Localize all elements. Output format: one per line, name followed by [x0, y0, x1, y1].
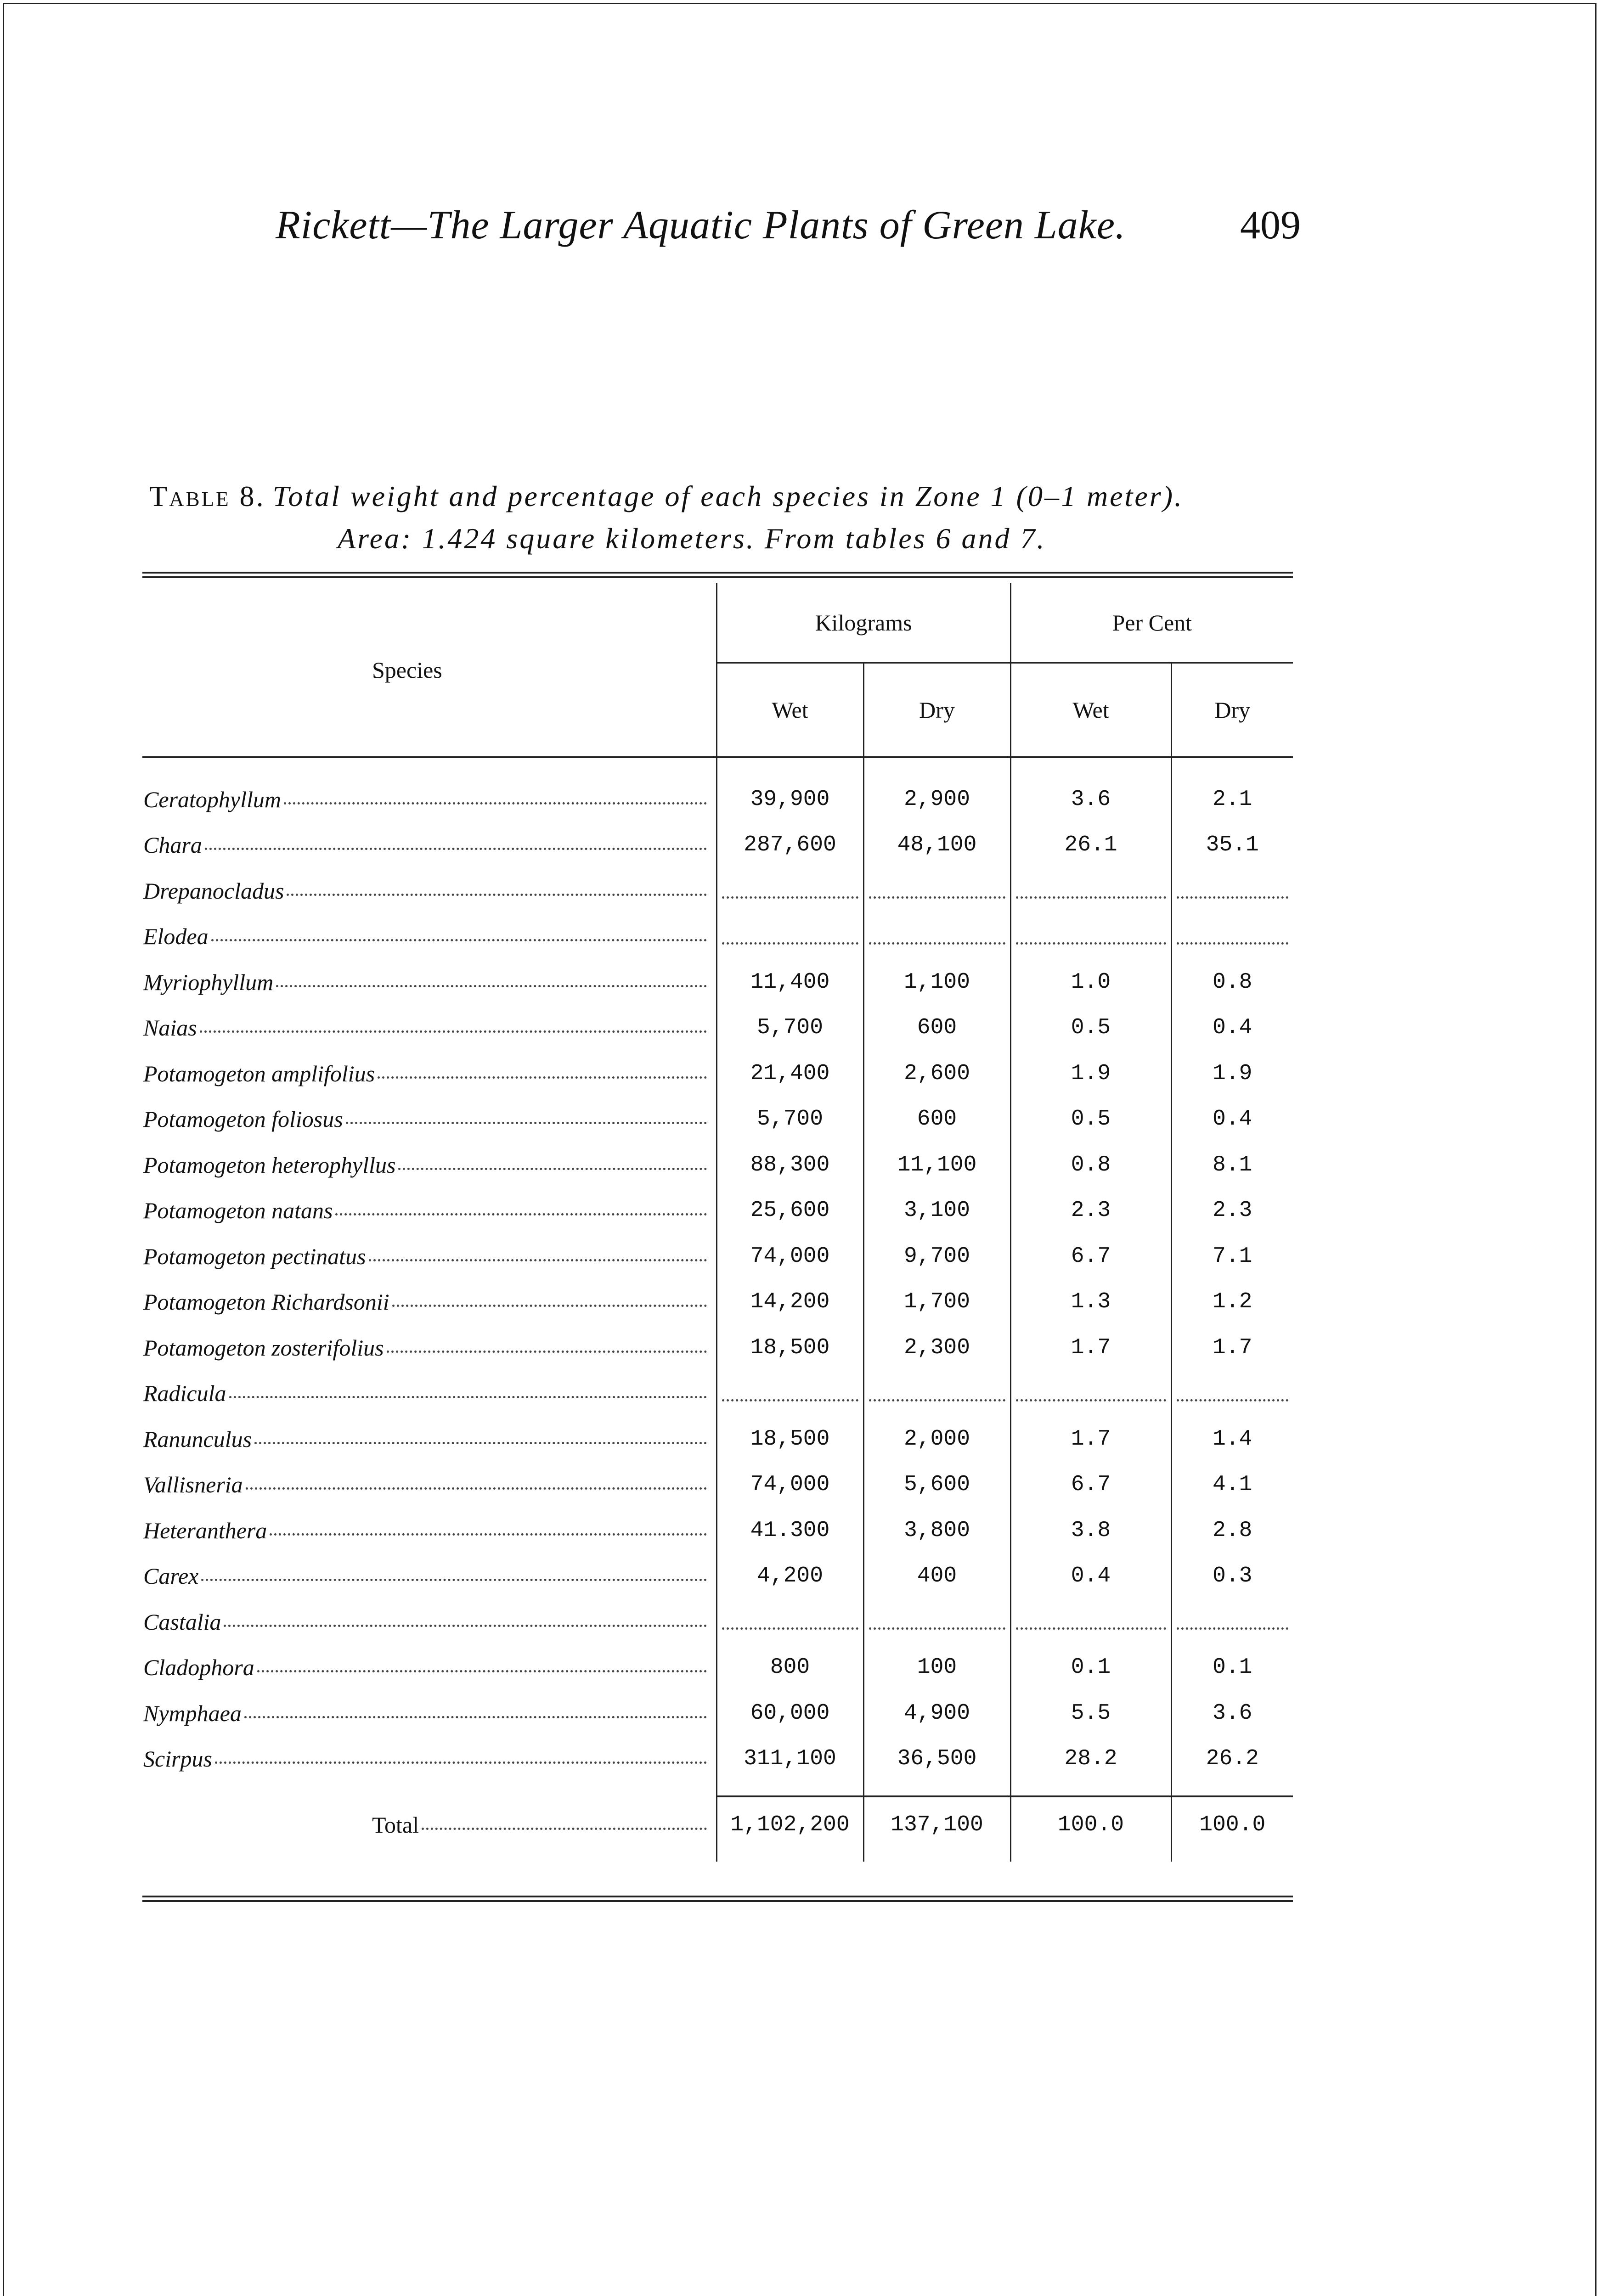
- pct-dry-cell: 7.1: [1171, 1233, 1293, 1279]
- empty-dot-leader: [722, 1614, 858, 1630]
- kg-dry-cell: 11,100: [863, 1142, 1010, 1188]
- empty-dot-leader: [1016, 929, 1166, 945]
- kg-wet-cell: [716, 1371, 863, 1417]
- table-row: [142, 1416, 1293, 1462]
- species-cell: [142, 1462, 716, 1508]
- species-cell: [142, 1690, 716, 1736]
- kg-dry-cell: 100: [863, 1645, 1010, 1691]
- kilograms-group-header: Kilograms: [716, 583, 1010, 663]
- table-top-rule: [142, 572, 1293, 578]
- pct-dry-cell: 4.1: [1171, 1462, 1293, 1508]
- empty-dot-leader: [1177, 929, 1289, 945]
- kg-wet-cell: 41.300: [716, 1508, 863, 1553]
- species-name: Cladophora: [143, 1654, 254, 1681]
- species-name: Castalia: [143, 1609, 221, 1635]
- species-cell: [142, 1051, 716, 1097]
- total-pct-wet: 100.0: [1010, 1802, 1171, 1848]
- kg-wet-cell: 74,000: [716, 1462, 863, 1508]
- pct-wet-header: Wet: [1010, 663, 1171, 758]
- table-bottom-rule: [142, 1896, 1293, 1902]
- table-row: [142, 914, 1293, 960]
- species-cell: [142, 914, 716, 960]
- dot-leader: [422, 1828, 706, 1830]
- pct-dry-cell: 26.2: [1171, 1736, 1293, 1782]
- species-name: Heteranthera: [143, 1517, 267, 1543]
- dot-leader: [346, 1122, 707, 1124]
- species-name: Ceratophyllum: [143, 786, 281, 812]
- species-name: Nymphaea: [143, 1700, 242, 1726]
- table-row: [142, 1462, 1293, 1508]
- kg-dry-cell: [863, 868, 1010, 914]
- kg-dry-cell: 36,500: [863, 1736, 1010, 1782]
- species-cell: [142, 1325, 716, 1371]
- dot-leader: [392, 1305, 707, 1307]
- dot-leader: [387, 1351, 707, 1353]
- pct-dry-cell: 8.1: [1171, 1142, 1293, 1188]
- kg-dry-cell: 400: [863, 1553, 1010, 1599]
- dot-leader: [201, 1579, 706, 1581]
- kg-wet-cell: 14,200: [716, 1279, 863, 1325]
- dot-leader: [276, 985, 706, 987]
- pct-dry-cell: 1.2: [1171, 1279, 1293, 1325]
- species-name: Scirpus: [143, 1746, 212, 1772]
- table-row: [142, 1325, 1293, 1371]
- kg-dry-cell: 600: [863, 1097, 1010, 1142]
- pct-wet-cell: 3.6: [1010, 777, 1171, 822]
- species-cell: [142, 1599, 716, 1645]
- table-row: [142, 1508, 1293, 1553]
- species-cell: [142, 822, 716, 868]
- kg-dry-cell: 5,600: [863, 1462, 1010, 1508]
- species-cell: [142, 1553, 716, 1599]
- table-row: [142, 868, 1293, 914]
- kg-dry-cell: 600: [863, 1005, 1010, 1051]
- dot-leader: [215, 1761, 707, 1764]
- kg-dry-cell: 9,700: [863, 1233, 1010, 1279]
- pct-dry-cell: 1.9: [1171, 1051, 1293, 1097]
- kg-wet-cell: 18,500: [716, 1416, 863, 1462]
- pct-wet-cell: 1.9: [1010, 1051, 1171, 1097]
- running-title: Rickett—The Larger Aquatic Plants of Green Lake.: [276, 203, 1126, 248]
- species-name: Ranunculus: [143, 1426, 252, 1452]
- kg-wet-cell: 74,000: [716, 1233, 863, 1279]
- kg-wet-cell: 11,400: [716, 959, 863, 1005]
- species-cell: [142, 1645, 716, 1691]
- kg-wet-cell: 5,700: [716, 1097, 863, 1142]
- pct-wet-cell: 1.3: [1010, 1279, 1171, 1325]
- kg-dry-cell: 2,000: [863, 1416, 1010, 1462]
- dot-leader: [284, 802, 707, 805]
- empty-dot-leader: [869, 1385, 1005, 1401]
- table-row: [142, 1599, 1293, 1645]
- kg-dry-cell: 3,800: [863, 1508, 1010, 1553]
- species-name: Radicula: [143, 1380, 226, 1407]
- species-cell: [142, 1508, 716, 1553]
- species-name: Potamogeton zosterifolius: [143, 1334, 384, 1361]
- kg-wet-cell: 18,500: [716, 1325, 863, 1371]
- empty-dot-leader: [1016, 1385, 1166, 1401]
- table-row: [142, 1736, 1293, 1782]
- pct-dry-cell: 1.4: [1171, 1416, 1293, 1462]
- pct-dry-cell: 35.1: [1171, 822, 1293, 868]
- species-cell: [142, 777, 716, 822]
- empty-dot-leader: [1177, 1385, 1289, 1401]
- kg-dry-cell: 1,100: [863, 959, 1010, 1005]
- species-cell: [142, 1371, 716, 1417]
- kg-wet-header: Wet: [716, 663, 863, 758]
- dot-leader: [244, 1716, 707, 1718]
- dot-leader: [246, 1487, 707, 1490]
- pct-wet-cell: 3.8: [1010, 1508, 1171, 1553]
- kg-dry-cell: 4,900: [863, 1690, 1010, 1736]
- kg-wet-cell: [716, 914, 863, 960]
- kg-wet-cell: 60,000: [716, 1690, 863, 1736]
- empty-dot-leader: [869, 1614, 1005, 1630]
- species-name: Carex: [143, 1563, 199, 1589]
- pct-dry-cell: 0.4: [1171, 1097, 1293, 1142]
- pct-dry-cell: 2.3: [1171, 1188, 1293, 1234]
- kg-dry-cell: [863, 1371, 1010, 1417]
- empty-dot-leader: [1177, 1614, 1289, 1630]
- species-cell: [142, 868, 716, 914]
- kg-dry-cell: 2,900: [863, 777, 1010, 822]
- total-label: Total: [372, 1812, 419, 1838]
- table-row: [142, 1279, 1293, 1325]
- pct-wet-cell: 2.3: [1010, 1188, 1171, 1234]
- pct-dry-cell: [1171, 1599, 1293, 1645]
- table-row: [142, 1371, 1293, 1417]
- dot-leader: [369, 1259, 707, 1261]
- table-row: [142, 1645, 1293, 1691]
- pct-wet-cell: 28.2: [1010, 1736, 1171, 1782]
- empty-dot-leader: [1177, 883, 1289, 899]
- pct-wet-cell: [1010, 1371, 1171, 1417]
- dot-leader: [287, 894, 706, 896]
- kg-wet-cell: 39,900: [716, 777, 863, 822]
- pct-wet-cell: 5.5: [1010, 1690, 1171, 1736]
- total-separator: [142, 1782, 1293, 1796]
- table-title-line1: Total weight and percentage of each species in Zone 1 (0–1 meter).: [272, 480, 1184, 512]
- species-name: Potamogeton foliosus: [143, 1106, 343, 1132]
- kg-wet-cell: 25,600: [716, 1188, 863, 1234]
- pct-dry-header: Dry: [1171, 663, 1293, 758]
- species-column-header: Species: [372, 657, 442, 683]
- pct-wet-cell: 0.5: [1010, 1005, 1171, 1051]
- pct-wet-cell: 0.1: [1010, 1645, 1171, 1691]
- species-cell: [142, 959, 716, 1005]
- table-row: [142, 1142, 1293, 1188]
- total-label-cell: [142, 1802, 716, 1848]
- pct-wet-cell: 26.1: [1010, 822, 1171, 868]
- kg-wet-cell: [716, 868, 863, 914]
- table-row: [142, 1188, 1293, 1234]
- empty-dot-leader: [722, 1385, 858, 1401]
- kg-dry-cell: 2,600: [863, 1051, 1010, 1097]
- header-row-groups: [142, 583, 1293, 663]
- species-cell: [142, 1736, 716, 1782]
- species-name: Drepanocladus: [143, 878, 284, 904]
- dot-leader: [378, 1076, 706, 1079]
- dot-leader: [200, 1030, 707, 1033]
- table-row: [142, 959, 1293, 1005]
- pct-dry-cell: 1.7: [1171, 1325, 1293, 1371]
- pct-wet-cell: [1010, 1599, 1171, 1645]
- pct-wet-cell: 0.8: [1010, 1142, 1171, 1188]
- total-row: [142, 1802, 1293, 1848]
- dot-leader: [211, 939, 707, 941]
- dot-leader: [398, 1168, 706, 1170]
- empty-dot-leader: [869, 929, 1005, 945]
- pct-dry-cell: 0.1: [1171, 1645, 1293, 1691]
- kg-dry-header: Dry: [863, 663, 1010, 758]
- total-pct-dry: 100.0: [1171, 1802, 1293, 1848]
- pct-wet-cell: 6.7: [1010, 1462, 1171, 1508]
- species-cell: [142, 1097, 716, 1142]
- pct-wet-cell: 0.4: [1010, 1553, 1171, 1599]
- kg-dry-cell: [863, 914, 1010, 960]
- pct-dry-cell: 0.8: [1171, 959, 1293, 1005]
- bottom-gap: [142, 1848, 1293, 1862]
- dot-leader: [257, 1670, 707, 1672]
- species-name: Naias: [143, 1015, 197, 1041]
- pct-wet-cell: 1.7: [1010, 1325, 1171, 1371]
- empty-dot-leader: [869, 883, 1005, 899]
- pct-dry-cell: [1171, 868, 1293, 914]
- empty-dot-leader: [722, 929, 858, 945]
- table-row: [142, 777, 1293, 822]
- pct-dry-cell: 0.3: [1171, 1553, 1293, 1599]
- dot-leader: [254, 1442, 706, 1444]
- empty-dot-leader: [722, 883, 858, 899]
- pct-dry-cell: 0.4: [1171, 1005, 1293, 1051]
- percent-group-header: Per Cent: [1010, 583, 1293, 663]
- species-cell: [142, 1279, 716, 1325]
- kg-wet-cell: 5,700: [716, 1005, 863, 1051]
- table-row: [142, 1005, 1293, 1051]
- total-kg-wet: 1,102,200: [716, 1802, 863, 1848]
- species-cell: [142, 1188, 716, 1234]
- pct-wet-cell: 6.7: [1010, 1233, 1171, 1279]
- table-row: [142, 1690, 1293, 1736]
- kg-dry-cell: 2,300: [863, 1325, 1010, 1371]
- empty-dot-leader: [1016, 883, 1166, 899]
- kg-wet-cell: 4,200: [716, 1553, 863, 1599]
- pct-dry-cell: [1171, 1371, 1293, 1417]
- species-name: Potamogeton heterophyllus: [143, 1152, 396, 1178]
- pct-wet-cell: [1010, 914, 1171, 960]
- pct-wet-cell: 0.5: [1010, 1097, 1171, 1142]
- table-row: [142, 1233, 1293, 1279]
- kg-wet-cell: 311,100: [716, 1736, 863, 1782]
- species-table: [142, 583, 1293, 1862]
- species-name: Potamogeton Richardsonii: [143, 1289, 389, 1315]
- pct-dry-cell: 2.1: [1171, 777, 1293, 822]
- dot-leader: [229, 1396, 707, 1398]
- pct-dry-cell: 2.8: [1171, 1508, 1293, 1553]
- species-cell: [142, 1416, 716, 1462]
- species-name: Vallisneria: [143, 1472, 243, 1498]
- species-name: Myriophyllum: [143, 969, 274, 995]
- species-name: Potamogeton natans: [143, 1198, 333, 1224]
- species-name: Potamogeton pectinatus: [143, 1243, 366, 1269]
- dot-leader: [205, 848, 707, 850]
- kg-dry-cell: [863, 1599, 1010, 1645]
- table-row: [142, 1097, 1293, 1142]
- empty-dot-leader: [1016, 1614, 1166, 1630]
- table-title-line2: Area: 1.424 square kilometers. From tables 6 and 7.: [338, 522, 1046, 555]
- kg-wet-cell: 21,400: [716, 1051, 863, 1097]
- species-cell: [142, 1142, 716, 1188]
- pct-dry-cell: 3.6: [1171, 1690, 1293, 1736]
- dot-leader: [335, 1213, 706, 1216]
- species-name: Elodea: [143, 923, 209, 950]
- table-row: [142, 822, 1293, 868]
- table-row: [142, 1051, 1293, 1097]
- kg-dry-cell: 3,100: [863, 1188, 1010, 1234]
- dot-leader: [224, 1625, 706, 1627]
- pct-wet-cell: [1010, 868, 1171, 914]
- kg-dry-cell: 1,700: [863, 1279, 1010, 1325]
- kg-wet-cell: [716, 1599, 863, 1645]
- kg-dry-cell: 48,100: [863, 822, 1010, 868]
- table-row: [142, 1553, 1293, 1599]
- dot-leader: [270, 1533, 706, 1536]
- kg-wet-cell: 287,600: [716, 822, 863, 868]
- species-cell: [142, 1005, 716, 1051]
- table-caption: [149, 475, 1435, 560]
- pct-wet-cell: 1.0: [1010, 959, 1171, 1005]
- species-name: Chara: [143, 832, 202, 858]
- kg-wet-cell: 88,300: [716, 1142, 863, 1188]
- table-label: Table 8.: [149, 480, 265, 512]
- kg-wet-cell: 800: [716, 1645, 863, 1691]
- header-bottom-rule: [142, 757, 1293, 777]
- page-number: 409: [1240, 203, 1301, 248]
- total-kg-dry: 137,100: [863, 1802, 1010, 1848]
- total-gap: [142, 1796, 1293, 1802]
- pct-dry-cell: [1171, 914, 1293, 960]
- species-cell: [142, 1233, 716, 1279]
- pct-wet-cell: 1.7: [1010, 1416, 1171, 1462]
- species-name: Potamogeton amplifolius: [143, 1060, 375, 1086]
